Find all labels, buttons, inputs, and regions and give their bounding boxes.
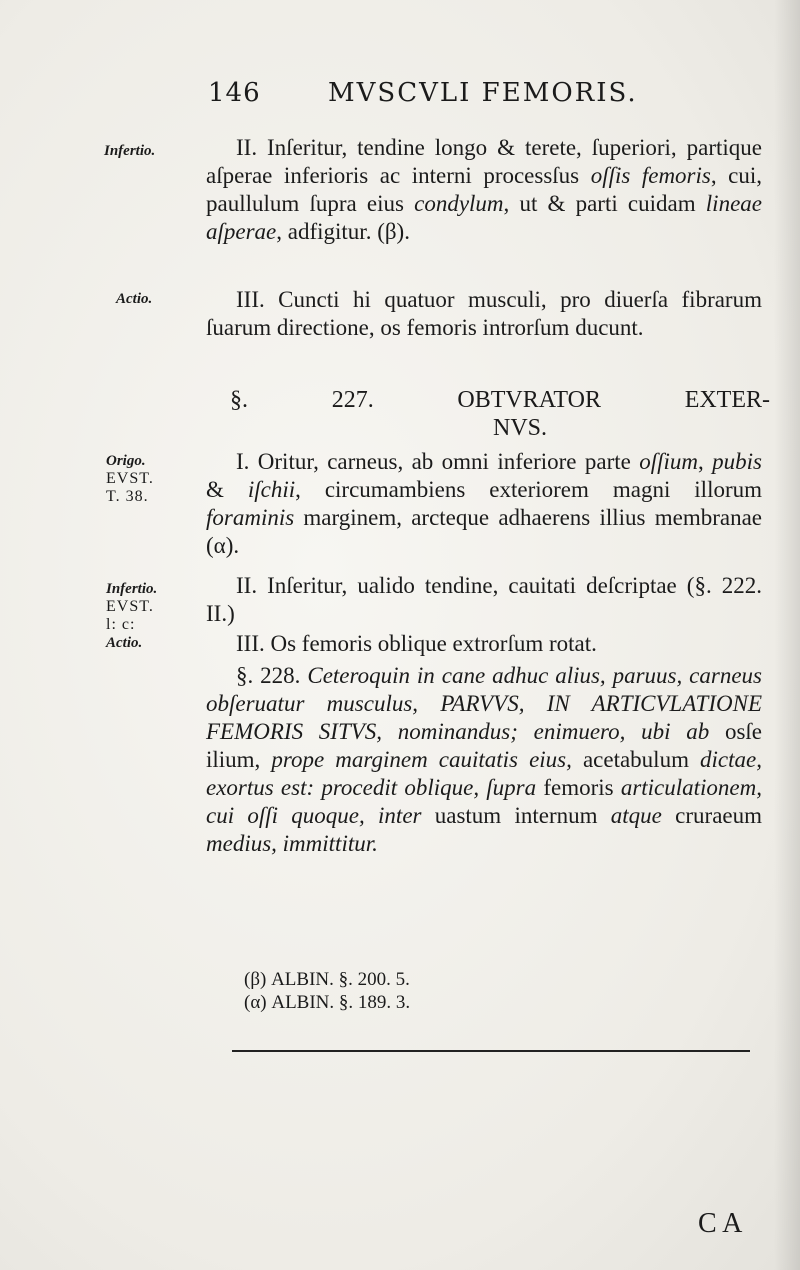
- paragraph-origo: I. Oritur, carneus, ab omni inferiore parte oſſium, pubis & iſchii, circumambiens exteriorem magni illorum foraminis marginem, arcteque adhaerens illius membranae (α).: [206, 449, 763, 558]
- margin-note-actio: [116, 290, 152, 308]
- paragraph-actio-2: III. Os femoris oblique extrorſum rotat.: [236, 631, 597, 656]
- footnotes: [244, 968, 644, 1014]
- margin-insertio-label-2: Infertio.: [106, 581, 158, 597]
- section-heading-227: [230, 386, 770, 442]
- margin-insertio-loc: l: c:: [106, 616, 136, 633]
- margin-insertio-ref: EVST.: [106, 598, 154, 615]
- running-head: MVSCVLI FEMORIS.: [328, 78, 638, 108]
- footnote-rule: [232, 1050, 750, 1052]
- footnote-beta: (β) ALBIN. §. 200. 5.: [244, 969, 410, 990]
- page-gutter-shadow: [774, 0, 800, 1270]
- margin-insertio-label: Infertio.: [104, 143, 156, 159]
- paragraph-actio: III. Cuncti hi quatuor musculi, pro diuerſa fibrarum ſuarum directione, os femoris introrſum ducunt.: [206, 287, 762, 340]
- margin-origo-label: Origo.: [106, 453, 146, 469]
- paragraph-insertio-2: II. Inſeritur, ualido tendine, cauitati deſcriptae (§. 222. II.): [206, 573, 762, 626]
- margin-note-insertio-2: [106, 580, 157, 652]
- page-header: [208, 78, 768, 118]
- heading-line-1: §. 227. OBTVRATOR EXTER-: [230, 387, 770, 413]
- catchword: C A: [698, 1208, 743, 1239]
- footnote-alpha: (α) ALBIN. §. 189. 3.: [244, 992, 411, 1013]
- page-number: 146: [208, 78, 261, 108]
- margin-note-origo: [106, 452, 154, 506]
- paragraph-insertio: II. Inſeritur, tendine longo & terete, ſuperiori, partique aſperae inferioris ac interni processſus oſſis femoris, cui, paullulum ſupra eius condylum, ut & parti cuidam lineae aſperae, adfigitur. (β).: [206, 135, 763, 244]
- margin-origo-ref: EVST.: [106, 470, 154, 487]
- margin-origo-table: T. 38.: [106, 488, 149, 505]
- margin-actio-label-2: Actio.: [106, 635, 143, 651]
- heading-line-2: NVS.: [492, 415, 547, 441]
- margin-actio-label: Actio.: [116, 291, 153, 307]
- margin-note-insertio: [104, 142, 155, 160]
- paragraph-228: §. 228. Ceteroquin in cane adhuc alius, paruus, carneus obſeruatur musculus, PARVVS, IN ARTICVLATIONE FEMORIS SITVS, nominandus; enimuero, ubi ab osſe ilium, prope marginem cauitatis eius, acetabulum dictae, exortus est: procedit oblique, ſupra femoris articulationem, cui oſſi quoque, inter uastum internum atque cruraeum medius, immittitur.: [206, 663, 763, 856]
